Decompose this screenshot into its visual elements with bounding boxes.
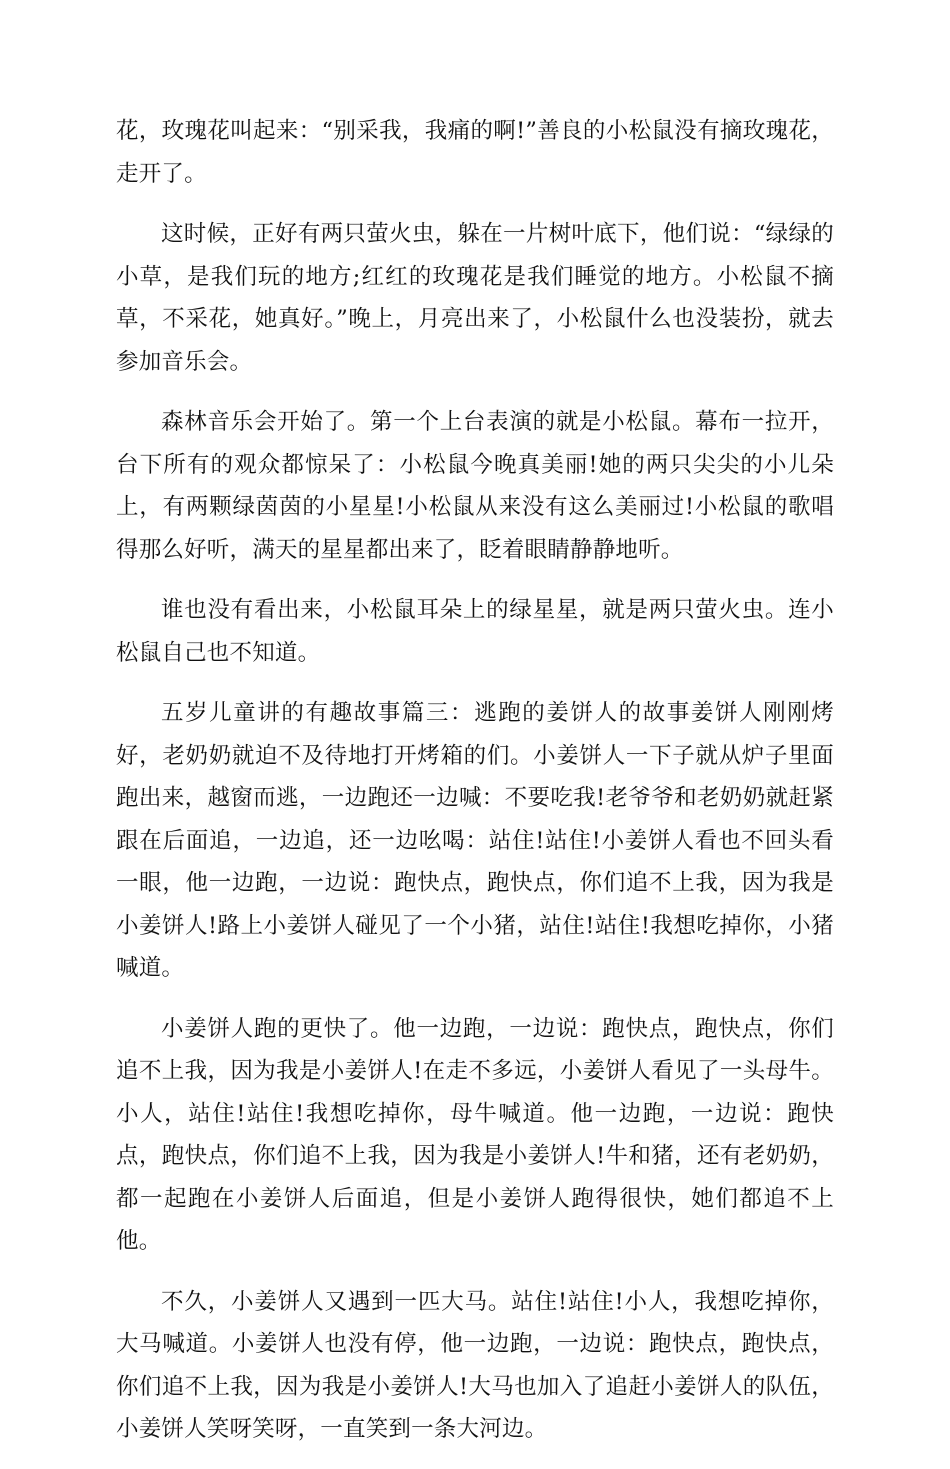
paragraph-2: 这时候，正好有两只萤火虫，躲在一片树叶底下，他们说：“绿绿的小草，是我们玩的地方;红红的玫瑰花是我们睡觉的地方。小松鼠不摘草，不采花，她真好。”晚上，月亮出来了，小松鼠什么也没装扮，就去参加音乐会。	[116, 221, 834, 375]
paragraph-6: 小姜饼人跑的更快了。他一边跑，一边说：跑快点，跑快点，你们追不上我，因为我是小姜饼人!在走不多远，小姜饼人看见了一头母牛。小人，站住!站住!我想吃掉你，母牛喊道。他一边跑，一边说：跑快点，跑快点，你们追不上我，因为我是小姜饼人!牛和猪，还有老奶奶，都一起跑在小姜饼人后面追，但是小姜饼人跑得很快，她们都追不上他。	[116, 1015, 834, 1254]
paragraph-7: 不久，小姜饼人又遇到一匹大马。站住!站住!小人，我想吃掉你，大马喊道。小姜饼人也没有停，他一边跑，一边说：跑快点，跑快点，你们追不上我，因为我是小姜饼人!大马也加入了追赶小姜饼人的队伍，小姜饼人笑呀笑呀，一直笑到一条大河边。	[116, 1288, 834, 1442]
document-body	[116, 110, 834, 1469]
paragraph-4: 谁也没有看出来，小松鼠耳朵上的绿星星，就是两只萤火虫。连小松鼠自己也不知道。	[116, 597, 834, 666]
paragraph-1: 花，玫瑰花叫起来：“别采我，我痛的啊!”善良的小松鼠没有摘玫瑰花，走开了。	[116, 118, 834, 187]
paragraph-3: 森林音乐会开始了。第一个上台表演的就是小松鼠。幕布一拉开，台下所有的观众都惊呆了：小松鼠今晚真美丽!她的两只尖尖的小儿朵上，有两颗绿茵茵的小星星!小松鼠从来没有这么美丽过!小松鼠的歌唱得那么好听，满天的星星都出来了，眨着眼睛静静地听。	[116, 409, 834, 563]
paragraph-5: 五岁儿童讲的有趣故事篇三：逃跑的姜饼人的故事姜饼人刚刚烤好，老奶奶就迫不及待地打开烤箱的们。小姜饼人一下子就从炉子里面跑出来，越窗而逃，一边跑还一边喊：不要吃我!老爷爷和老奶奶就赶紧跟在后面追，一边追，还一边吆喝：站住!站住!小姜饼人看也不回头看一眼，他一边跑，一边说：跑快点，跑快点，你们追不上我，因为我是小姜饼人!路上小姜饼人碰见了一个小猪，站住!站住!我想吃掉你，小猪喊道。	[116, 700, 834, 981]
